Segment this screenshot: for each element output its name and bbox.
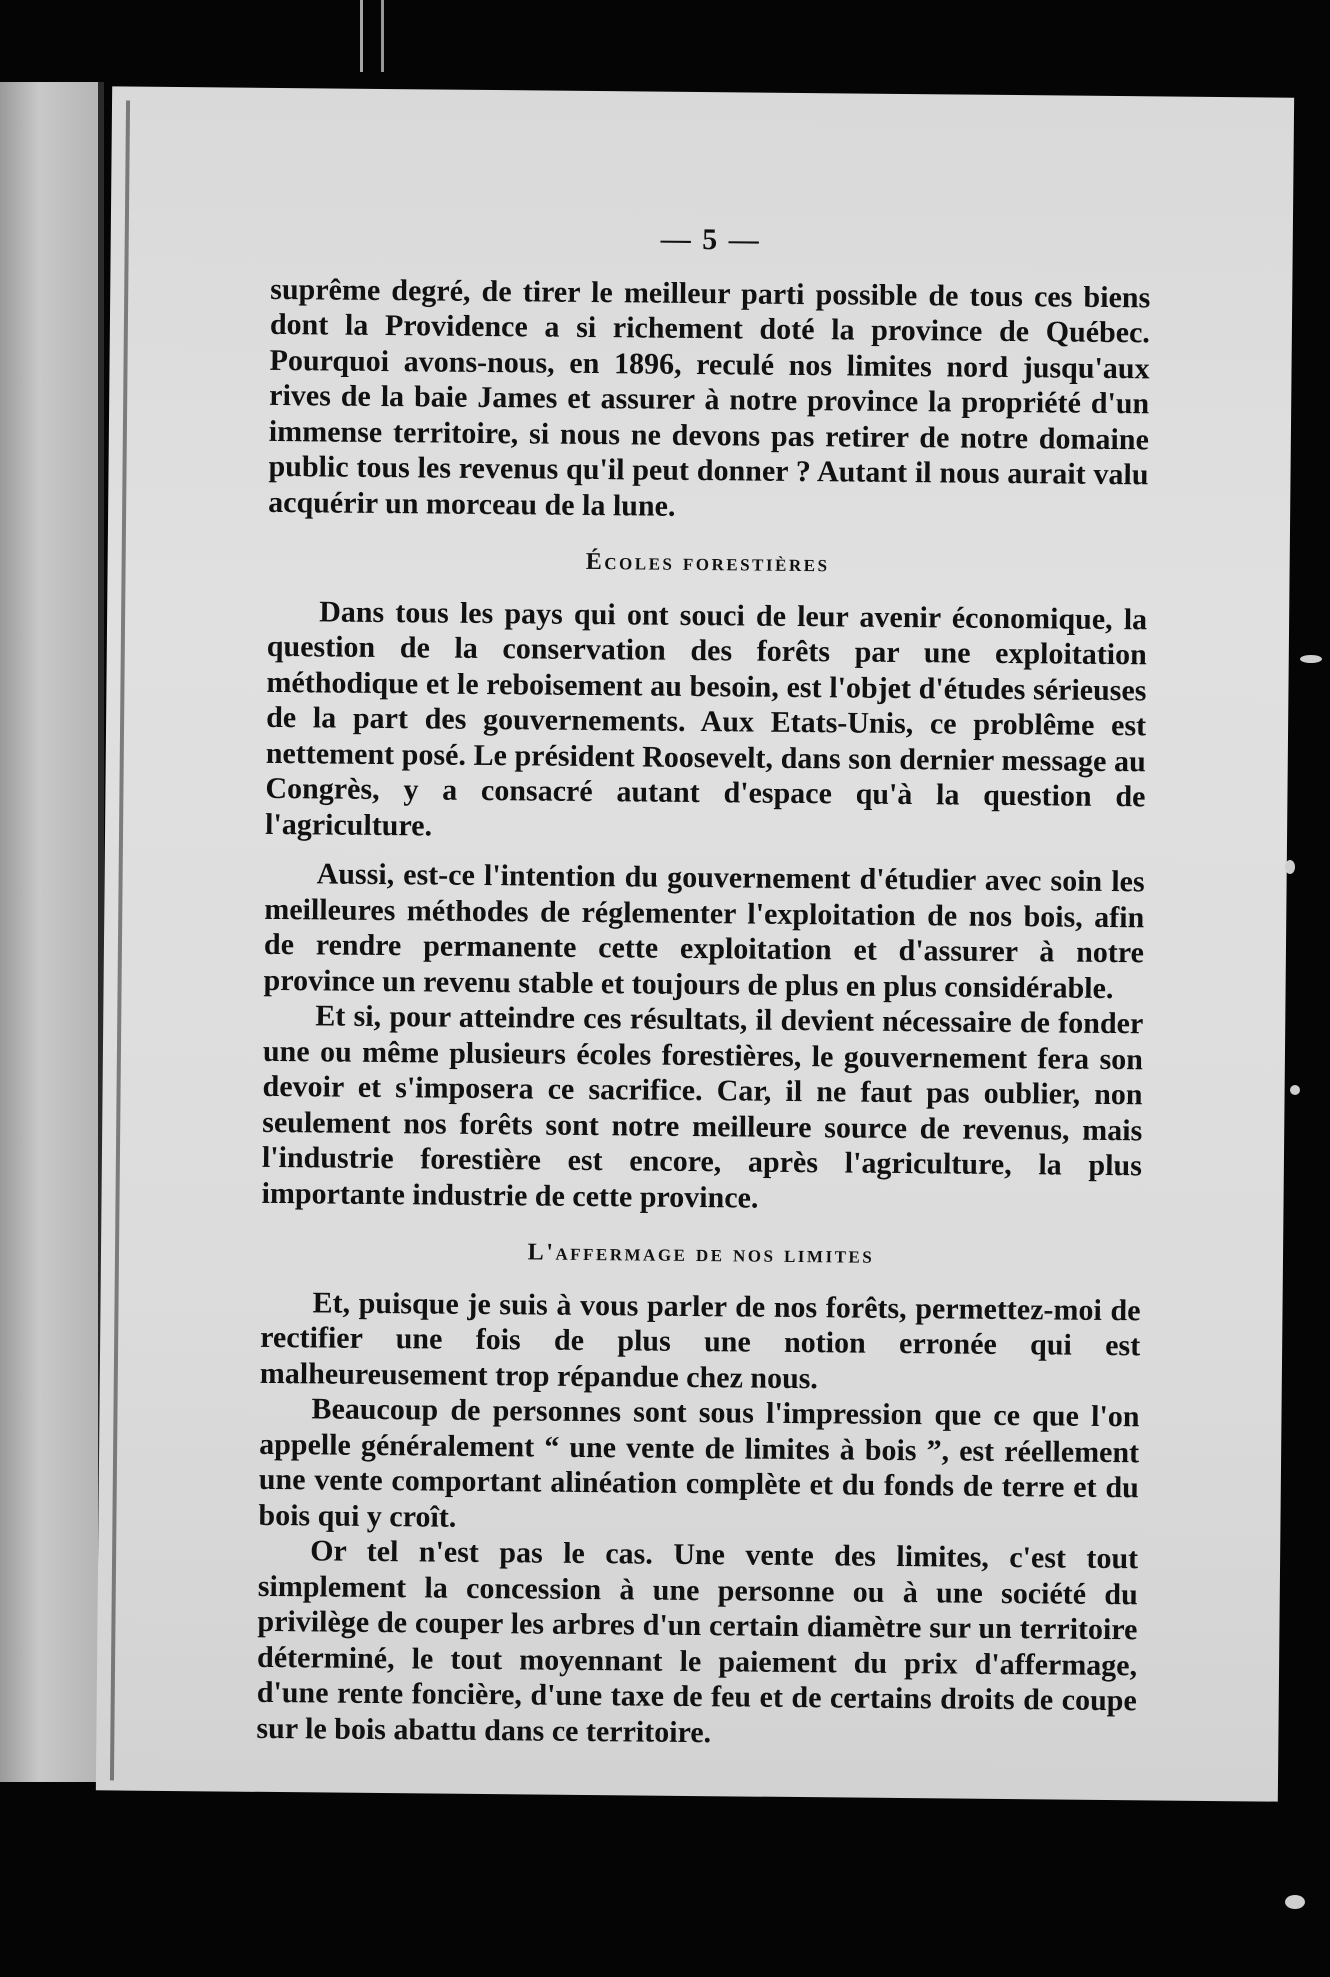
text-column [256, 218, 1151, 1754]
paragraph: Beaucoup de personnes sont sous l'impression que ce que l'on appelle généralement “ une vente de limites à bois ”, est réellement une vente comportant alinéation complète et du fonds de terre et du bois qui y croît. [258, 1392, 1140, 1534]
book-page [96, 86, 1294, 1801]
paragraph: Et, puisque je suis à vous parler de nos forêts, permettez-moi de rectifier une fois de plus une notion erronée qui est malheureusement trop répandue chez nous. [259, 1285, 1141, 1395]
scan-speck [1300, 655, 1322, 663]
paragraph: Dans tous les pays qui ont souci de leur avenir économique, la question de la conservation des forêts par une exploitation méthodique et le reboisement au besoin, est l'objet d'études sérieuses de la part des gouvernements. Aux Etats-Unis, ce problême est nettement posé. Le président Roosevelt, dans son dernier message au Congrès, y a consacré autant d'espace qu'à la question de l'agriculture. [264, 594, 1148, 842]
scan-speck [1285, 860, 1295, 874]
scan-speck [1285, 1895, 1305, 1909]
section-heading-ecoles-forestieres: Écoles forestières [585, 548, 830, 578]
paragraph: Et si, pour atteindre ces résultats, il devient nécessaire de fonder une ou même plusieurs écoles forestières, le gouvernement fera son devoir et s'imposera ce sacrifice. Car, il ne faut pas oublier, non seulement nos forêts sont notre meilleure source de revenus, mais l'industrie forestière est encore, après l'agriculture, la plus importante industrie de cette province. [261, 999, 1144, 1215]
paragraph: Or tel n'est pas le cas. Une vente des limites, c'est tout simplement la concession à une personne ou à une société du privilège de couper les arbres d'un certain diamètre sur un territoire déterminé, le tout moyennant le paiement du prix d'affermage, d'une rente foncière, d'une taxe de feu et de certains droits de coupe sur le bois abattu dans ce territoire. [256, 1534, 1139, 1749]
scan-speck [1290, 1085, 1300, 1095]
paragraph: suprême degré, de tirer le meilleur parti possible de tous ces biens dont la Providence a si richement doté la province de Québec. Pourquoi avons-nous, en 1896, reculé nos limites nord jusqu'aux rives de la baie James et assurer à notre province la propriété d'un immense territoire, si nous ne devons pas retirer de notre domaine public tous les revenus qu'il peut donner ? Autant il nous aurait valu acquérir un morceau de la lune. [268, 272, 1151, 523]
section-heading-affermage: L'affermage de nos limites [527, 1239, 875, 1269]
page-gutter-line [110, 100, 130, 1780]
binding-mark [360, 0, 384, 72]
paragraph: Aussi, est-ce l'intention du gouvernement d'étudier avec soin les meilleures méthodes de réglementer l'exploitation de nos bois, afin de rendre permanente cette exploitation et d'assurer à notre province un revenu stable et toujours de plus en plus considérable. [263, 857, 1145, 1005]
page-number: — 5 — [660, 222, 761, 257]
left-page-edge [0, 82, 98, 1782]
